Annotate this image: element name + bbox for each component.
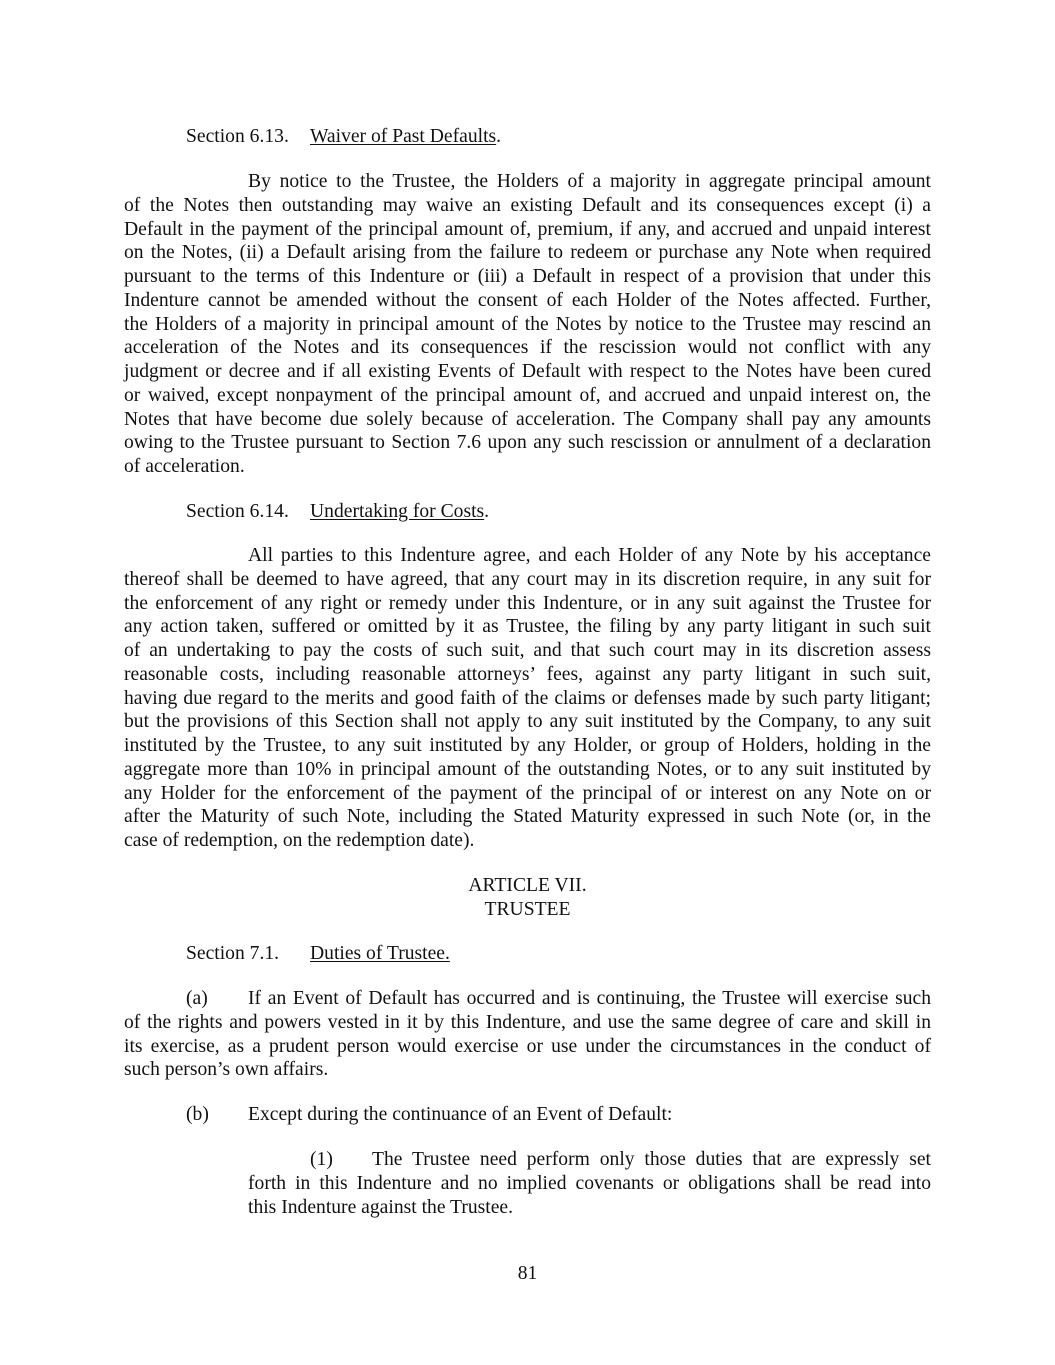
page-number: 81 bbox=[517, 1263, 538, 1284]
section-heading-6-13 bbox=[186, 125, 501, 149]
paragraph-line: on the Notes, (ii) a Default arising from the failure to redeem or purchase any Note when required bbox=[124, 242, 931, 264]
clause-b1-first-line bbox=[248, 1148, 931, 1172]
section-heading-7-1 bbox=[186, 942, 450, 966]
paragraph-line: of the Notes then outstanding may waive an existing Default and its consequences except (i) a bbox=[124, 194, 931, 216]
paragraph-line: aggregate more than 10% in principal amount of the outstanding Notes, or to any suit instituted by bbox=[124, 758, 931, 780]
paragraph-line: Notes that have become due solely because of acceleration. The Company shall pay any amounts bbox=[124, 408, 931, 430]
clause-b bbox=[186, 1103, 672, 1127]
section-title-period: . bbox=[484, 501, 490, 522]
section-title: Waiver of Past Defaults bbox=[310, 126, 497, 147]
paragraph-line: The Trustee need perform only those duties that are expressly set bbox=[372, 1149, 931, 1170]
paragraph-line: the enforcement of any right or remedy under this Indenture, or in any suit against the Trustee for bbox=[124, 592, 931, 614]
section-heading-6-14 bbox=[186, 500, 489, 524]
paragraph-line: after the Maturity of such Note, including the Stated Maturity expressed in such Note (or, in the bbox=[124, 806, 931, 828]
paragraph-line: instituted by the Trustee, to any suit instituted by any Holder, or group of Holders, holding in the bbox=[124, 735, 931, 756]
paragraph-line: its exercise, as a prudent person would exercise or use under the circumstances in the conduct of bbox=[124, 1035, 931, 1057]
article-heading bbox=[124, 874, 931, 922]
paragraph-line: judgment or decree and if all existing Events of Default with respect to the Notes have been cured bbox=[124, 361, 931, 382]
clause-text: Except during the continuance of an Event of Default: bbox=[248, 1104, 673, 1125]
section-number: Section 6.14. bbox=[186, 501, 289, 522]
paragraph-line: having due regard to the merits and good faith of the claims or defenses made by such party litigant; bbox=[124, 687, 931, 709]
paragraph-line: this Indenture against the Trustee. bbox=[248, 1196, 514, 1218]
paragraph-line: Default in the payment of the principal amount of, premium, if any, and accrued and unpaid interest bbox=[124, 218, 931, 240]
clause-a bbox=[124, 987, 931, 1082]
clause-label: (b) bbox=[186, 1104, 209, 1125]
clause-a-first-line bbox=[124, 987, 931, 1011]
paragraph-line: any Holder for the enforcement of the payment of the principal of or interest on any Note on or bbox=[124, 782, 931, 804]
paragraph-line: such person’s own affairs. bbox=[124, 1059, 329, 1081]
paragraph-line: forth in this Indenture and no implied covenants or obligations shall be read into bbox=[248, 1172, 931, 1194]
section-6-14-paragraph bbox=[124, 544, 931, 853]
paragraph-line: but the provisions of this Section shall not apply to any suit instituted by the Company, to any suit bbox=[124, 711, 931, 733]
clause-label: (a) bbox=[186, 988, 208, 1009]
paragraph-line: owing to the Trustee pursuant to Section 7.6 upon any such rescission or annulment of a declaration bbox=[124, 432, 931, 454]
paragraph-line: of an undertaking to pay the costs of such suit, and that such court may in its discretion assess bbox=[124, 640, 931, 661]
paragraph-line: Indenture cannot be amended without the consent of each Holder of the Notes affected. Further, bbox=[124, 289, 931, 311]
paragraph-line: of acceleration. bbox=[124, 456, 245, 477]
paragraph-line: case of redemption, on the redemption date). bbox=[124, 830, 475, 851]
section-title: Undertaking for Costs bbox=[310, 501, 485, 522]
paragraph-line: any action taken, suffered or omitted by it as Trustee, the filing by any party litigant in such suit bbox=[124, 616, 931, 638]
paragraph-line: By notice to the Trustee, the Holders of a majority in aggregate principal amount bbox=[248, 171, 931, 192]
clause-b-1 bbox=[248, 1148, 931, 1219]
paragraph-line: of the rights and powers vested in it by this Indenture, and use the same degree of care and skill in bbox=[124, 1011, 931, 1033]
paragraph-line: reasonable costs, including reasonable attorneys’ fees, against any party litigant in such suit, bbox=[124, 663, 931, 685]
paragraph-line: All parties to this Indenture agree, and each Holder of any Note by his acceptance bbox=[248, 545, 931, 566]
paragraph-line: If an Event of Default has occurred and is continuing, the Trustee will exercise such bbox=[248, 988, 931, 1009]
section-number: Section 7.1. bbox=[186, 943, 280, 964]
paragraph-line: pursuant to the terms of this Indenture or (iii) a Default in respect of a provision that under this bbox=[124, 266, 931, 287]
paragraph-line: the Holders of a majority in principal amount of the Notes by notice to the Trustee may rescind an bbox=[124, 313, 931, 335]
section-6-13-paragraph bbox=[124, 170, 931, 479]
paragraph-line: or waived, except nonpayment of the principal amount of, and accrued and unpaid interest on, the bbox=[124, 384, 931, 406]
clause-label: (1) bbox=[310, 1149, 333, 1170]
section-number: Section 6.13. bbox=[186, 126, 289, 147]
section-title-period: . bbox=[496, 126, 502, 147]
article-number: ARTICLE VII. bbox=[468, 875, 587, 896]
article-title: TRUSTEE bbox=[484, 898, 571, 920]
paragraph-line: acceleration of the Notes and its consequences if the rescission would not conflict with any bbox=[124, 337, 931, 359]
paragraph-line: thereof shall be deemed to have agreed, that any court may in its discretion require, in any suit for bbox=[124, 568, 931, 590]
section-title: Duties of Trustee. bbox=[310, 943, 450, 964]
